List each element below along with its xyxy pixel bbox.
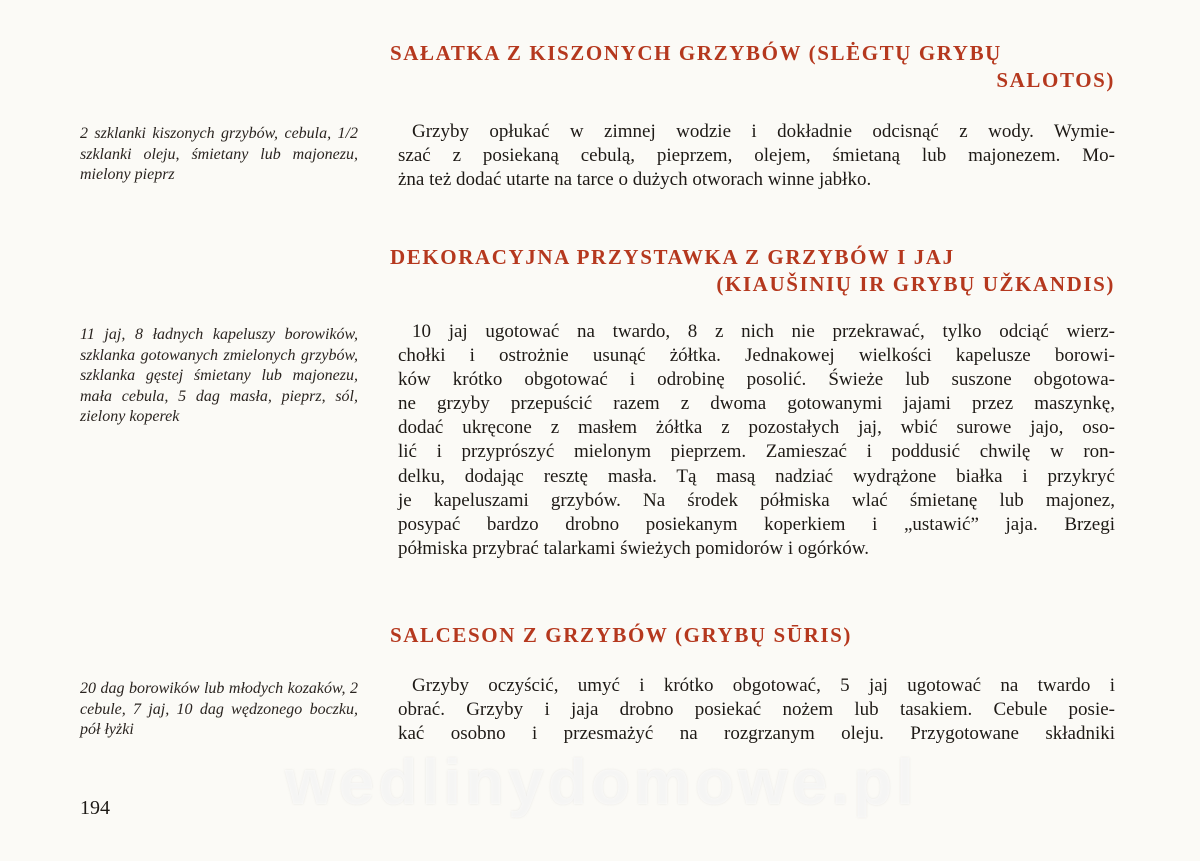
instruction-line: delku, dodając resztę masła. Tą masą nadziać wydrążone białka i przykryć bbox=[398, 465, 1115, 487]
watermark: wedlinydomowe.pl bbox=[285, 746, 918, 818]
instruction-line: lić i przyprószyć mielonym pieprzem. Zamieszać i poddusić chwilę w ron- bbox=[398, 441, 1115, 463]
instruction-line: szać z posiekaną cebulą, pieprzem, olejem, śmietaną lub majonezem. Mo- bbox=[398, 145, 1115, 167]
instruction-line: kać osobno i przesmażyć na rozgrzanym oleju. Przygotowane składniki bbox=[398, 723, 1115, 745]
instruction-line: dodać ukręcone z masłem żółtka z pozostałych jaj, wbić surowe jajo, oso- bbox=[398, 417, 1115, 439]
recipe-title-appetizer bbox=[390, 244, 1115, 298]
instructions-brawn bbox=[398, 674, 1115, 746]
recipe-title-line: SAŁATKA Z KISZONYCH GRZYBÓW (SLĖGTŲ GRYBŲ bbox=[390, 41, 1002, 65]
ingredients-salad: 2 szklanki kiszonych grzybów, cebula, 1/2 szklanki oleju, śmietany lub majonezu, mielony pieprz bbox=[80, 125, 358, 183]
instruction-line: chołki i ostrożnie usunąć żółtka. Jednakowej wielkości kapelusze borowi- bbox=[398, 345, 1115, 367]
instruction-line: Grzyby opłukać w zimnej wodzie i dokładnie odcisnąć z wody. Wymie- bbox=[412, 121, 1115, 142]
instruction-line: 10 jaj ugotować na twardo, 8 z nich nie przekrawać, tylko odciąć wierz- bbox=[412, 321, 1115, 342]
instructions-salad bbox=[398, 120, 1115, 192]
instruction-line: półmiska przybrać talarkami świeżych pomidorów i ogórków. bbox=[398, 537, 870, 559]
recipe-title-line: SALCESON Z GRZYBÓW (GRYBŲ SŪRIS) bbox=[390, 623, 852, 647]
instruction-line: je kapeluszami grzybów. Na środek półmiska wlać śmietanę lub majonez, bbox=[398, 489, 1115, 511]
instruction-line: Grzyby oczyścić, umyć i krótko obgotować, 5 jaj ugotować na twardo i bbox=[412, 675, 1115, 696]
ingredients-brawn: 20 dag borowików lub młodych kozaków, 2 cebule, 7 jaj, 10 dag wędzonego boczku, pół łyżki bbox=[80, 680, 358, 738]
recipe-title-salad bbox=[390, 40, 1115, 94]
instructions-appetizer bbox=[398, 320, 1115, 561]
recipe-title-line: DEKORACYJNA PRZYSTAWKA Z GRZYBÓW I JAJ bbox=[390, 245, 955, 269]
recipe-title-line: SALOTOS) bbox=[996, 68, 1115, 92]
instruction-line: posypać bardzo drobno posiekanym koperkiem i „ustawić” jaja. Brzegi bbox=[398, 513, 1115, 535]
recipe-title-brawn bbox=[390, 622, 1115, 649]
instruction-line: obrać. Grzyby i jaja drobno posiekać nożem lub tasakiem. Cebule posie- bbox=[398, 699, 1115, 721]
ingredients-appetizer: 11 jaj, 8 ładnych kapeluszy borowików, szklanka gotowanych zmielonych grzybów, szklanka gęstej śmietany lub majonezu, mała cebula, 5 dag masła, pieprz, sól, zielony koperek bbox=[80, 326, 358, 425]
instruction-line: żna też dodać utarte na tarce o dużych otworach winne jabłko. bbox=[398, 169, 872, 191]
instruction-line: ków krótko obgotować i odrobinę posolić. Świeże lub suszone obgotowa- bbox=[398, 369, 1115, 391]
instruction-line: ne grzyby przepuścić razem z dwoma gotowanymi jajami przez maszynkę, bbox=[398, 393, 1115, 415]
recipe-title-line: (KIAUŠINIŲ IR GRYBŲ UŽKANDIS) bbox=[716, 272, 1115, 296]
page-number: 194 bbox=[80, 797, 110, 819]
